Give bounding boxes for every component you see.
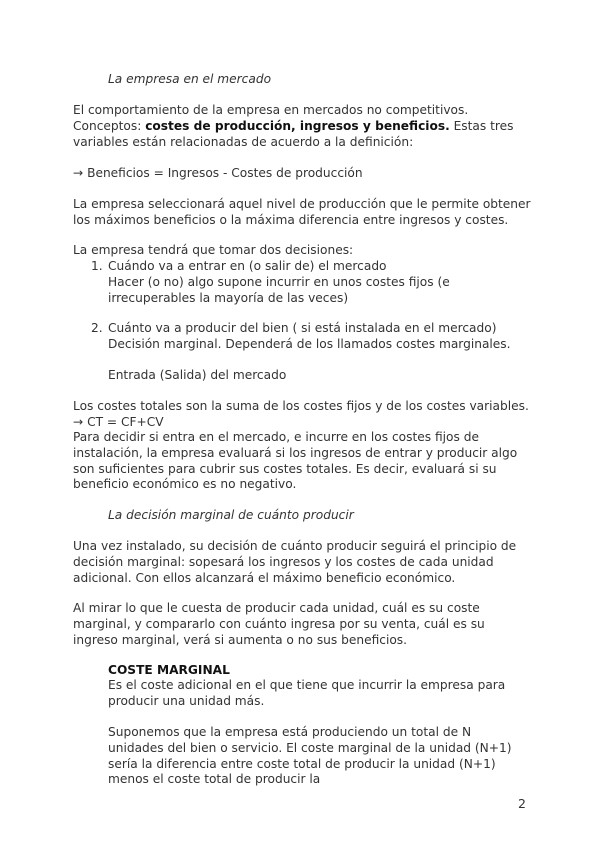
- paragraph-suponemos: Suponemos que la empresa está produciendo un total de N unidades del bien o servicio. El coste marginal de la unidad (N+1) sería la diferencia entre coste total de producir la unidad (N+1) menos el coste total de producir la: [108, 725, 512, 787]
- list-item-title: Cuándo va a entrar en (o salir de) el mercado: [108, 259, 387, 273]
- paragraph-una-vez-instalado: Una vez instalado, su decisión de cuánto producir seguirá el principio de decisión marginal: sopesará los ingresos y los costes de cada unidad adicional. Con ellos alcanzará el máximo beneficio económico.: [73, 539, 517, 585]
- list-number: 1.: [91, 259, 103, 273]
- section-heading-empresa-mercado: La empresa en el mercado: [108, 72, 272, 86]
- list-number: 2.: [91, 321, 103, 335]
- section-heading-coste-marginal: COSTE MARGINAL: [108, 663, 230, 677]
- list-item-1: [73, 259, 533, 306]
- paragraph-decidir-entrada: Para decidir si entra en el mercado, e incurre en los costes fijos de instalación, la empresa evaluará si los ingresos de entrar y producir algo son suficientes para cubrir sus costes totales. Es decir, evaluará si su beneficio económico es no negativo.: [73, 430, 518, 492]
- formula-ct: → CT = CF+CV: [73, 415, 164, 429]
- paragraph-nivel-produccion: La empresa seleccionará aquel nivel de producción que le permite obtener los máximos beneficios o la máxima diferencia entre ingresos y costes.: [73, 197, 531, 227]
- formula-beneficios: → Beneficios = Ingresos - Costes de producción: [73, 166, 363, 180]
- list-item-title: Cuánto va a producir del bien ( si está instalada en el mercado): [108, 321, 497, 335]
- paragraph-al-mirar: Al mirar lo que le cuesta de producir cada unidad, cuál es su coste marginal, y compararlo con cuánto ingresa por su venta, cuál es su ingreso marginal, verá si aumenta o no sus beneficios.: [73, 601, 485, 647]
- list-item-2: [73, 321, 533, 353]
- list-item-body: Decisión marginal. Dependerá de los llamados costes marginales.: [108, 336, 511, 351]
- list-item-body: Hacer (o no) algo supone incurrir en unos costes fijos (e irrecuperables la mayoría de las veces): [108, 274, 450, 305]
- section-heading-decision-marginal: La decisión marginal de cuánto producir: [108, 508, 354, 522]
- paragraph-costes-totales: Los costes totales son la suma de los costes fijos y de los costes variables.: [73, 399, 529, 413]
- intro-line: El comportamiento de la empresa en mercados no competitivos.: [73, 103, 469, 117]
- paragraph-coste-adicional: Es el coste adicional en el que tiene que incurrir la empresa para producir una unidad más.: [108, 678, 506, 708]
- conceptos-bold: costes de producción, ingresos y beneficios.: [145, 118, 450, 133]
- paragraph-dos-decisiones: La empresa tendrá que tomar dos decisiones:: [73, 243, 354, 257]
- conceptos-label: Conceptos:: [73, 118, 146, 133]
- paragraph-intro: [73, 103, 533, 150]
- page-number: 2: [518, 796, 526, 811]
- section-heading-entrada-salida: Entrada (Salida) del mercado: [108, 368, 287, 382]
- conceptos-rest: Estas tres variables están relacionadas de acuerdo a la definición:: [73, 118, 514, 149]
